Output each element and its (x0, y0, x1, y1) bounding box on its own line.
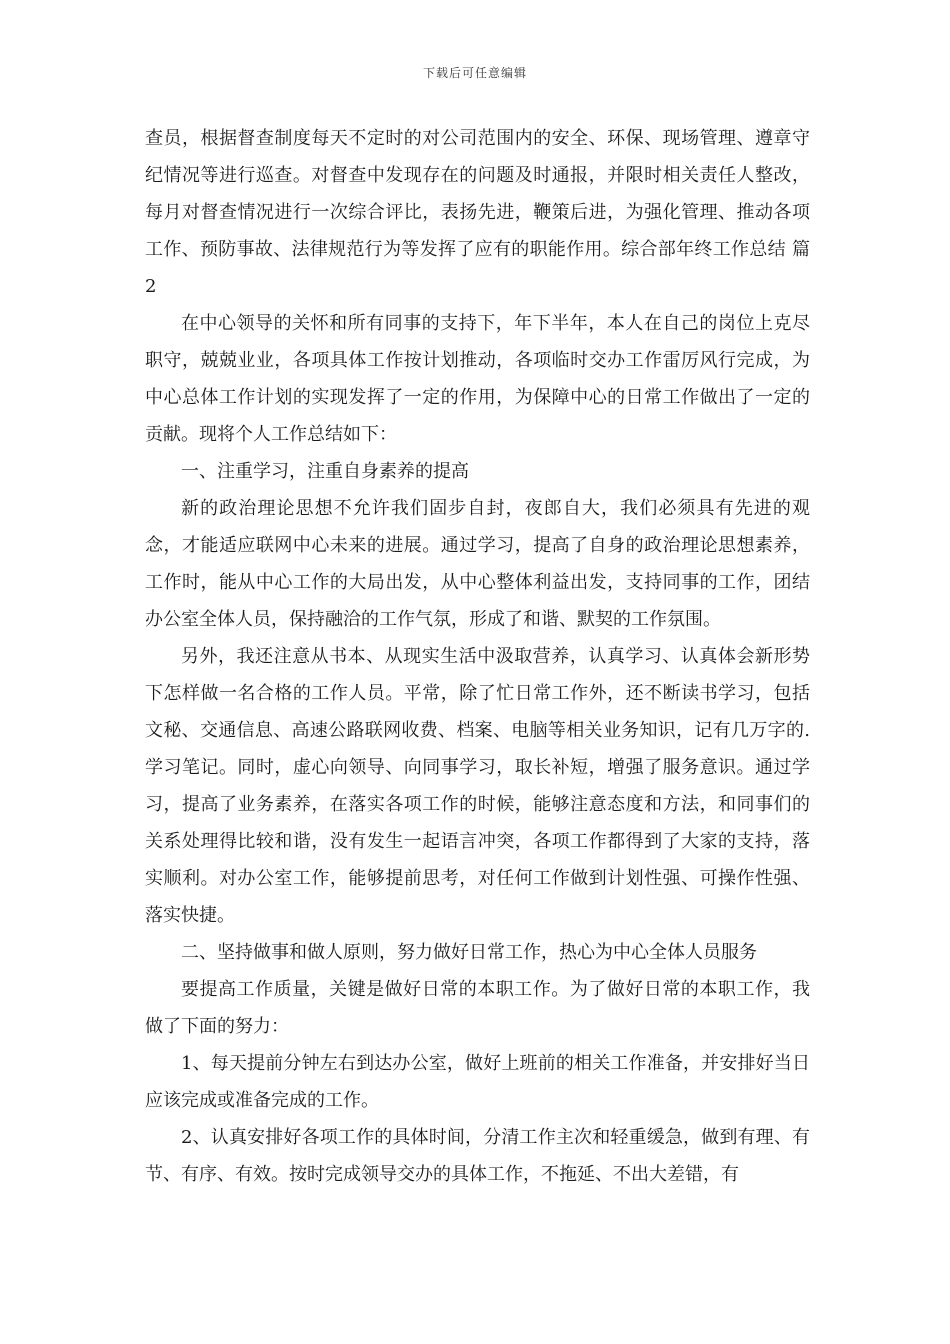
section-heading-two: 二、坚持做事和做人原则，努力做好日常工作，热心为中心全体人员服务 (181, 942, 757, 963)
paragraph-additional: 另外，我还注意从书本、从现实生活中汲取营养，认真学习、认真体会新形势下怎样做一名合格的工作人员。平常，除了忙日常工作外，还不断读书学习，包括文秘、交通信息、高速公路联网收费、档案、电脑等相关业务知识，记有几万字的.学习笔记。同时，虚心向领导、向同事学习，取长补短，增强了服务意识。通过学习，提高了业务素养，在落实各项工作的时候，能够注意态度和方法，和同事们的关系处理得比较和谐，没有发生一起语言冲突，各项工作都得到了大家的支持，落实顺利。对办公室工作，能够提前思考，对任何工作做到计划性强、可操作性强、落实快捷。 (145, 646, 810, 926)
paragraph-intro: 在中心领导的关怀和所有同事的支持下，年下半年，本人在自己的岗位上克尽职守，兢兢业业，各项具体工作按计划推动，各项临时交办工作雷厉风行完成，为中心总体工作计划的实现发挥了一定的作用，为保障中心的日常工作做出了一定的贡献。现将个人工作总结如下： (145, 313, 810, 445)
section-heading-one: 一、注重学习，注重自身素养的提高 (181, 461, 469, 482)
paragraph-study: 新的政治理论思想不允许我们固步自封，夜郎自大，我们必须具有先进的观念，才能适应联网中心未来的进展。通过学习，提高了自身的政治理论思想素养，工作时，能从中心工作的大局出发，从中心整体利益出发，支持同事的工作，团结办公室全体人员，保持融洽的工作气氛，形成了和谐、默契的工作氛围。 (145, 498, 810, 630)
document-body (145, 120, 810, 1193)
list-item-two: 2、认真安排好各项工作的具体时间，分清工作主次和轻重缓急，做到有理、有节、有序、有效。按时完成领导交办的具体工作，不拖延、不出大差错，有 (145, 1127, 810, 1185)
paragraph-quality: 要提高工作质量，关键是做好日常的本职工作。为了做好日常的本职工作，我做了下面的努力： (145, 979, 810, 1037)
list-item-one: 1、每天提前分钟左右到达办公室，做好上班前的相关工作准备，并安排好当日应该完成或准备完成的工作。 (145, 1053, 810, 1111)
page-header: 下载后可任意编辑 (422, 66, 527, 80)
paragraph-continuation: 查员，根据督查制度每天不定时的对公司范围内的安全、环保、现场管理、遵章守纪情况等进行巡查。对督查中发现存在的问题及时通报，并限时相关责任人整改，每月对督查情况进行一次综合评比，表扬先进，鞭策后进，为强化管理、推动各项工作、预防事故、法律规范行为等发挥了应有的职能作用。综合部年终工作总结 篇2 (145, 128, 810, 297)
